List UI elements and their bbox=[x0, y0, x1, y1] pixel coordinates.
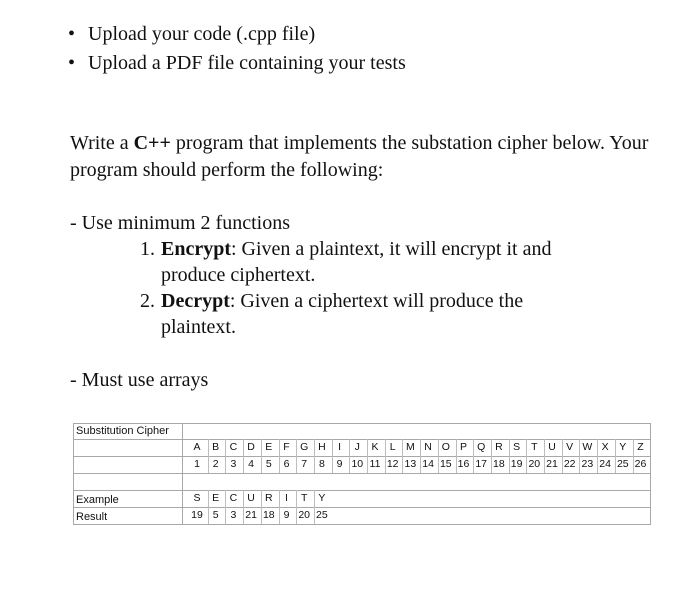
function-item-encrypt bbox=[140, 236, 551, 288]
number-cell: 18 bbox=[491, 456, 506, 473]
letter-cell: L bbox=[385, 439, 400, 456]
example-number-cell: 25 bbox=[314, 507, 329, 524]
example-number-cell: 3 bbox=[225, 507, 240, 524]
letter-cell: M bbox=[402, 439, 417, 456]
intro-text-end: program that implements the substation cipher below. Your program should perform the following: bbox=[70, 132, 649, 181]
example-number-cell: 21 bbox=[243, 507, 258, 524]
example-letter-cell: I bbox=[279, 490, 294, 507]
table-rule bbox=[73, 423, 74, 525]
number-cell: 25 bbox=[615, 456, 630, 473]
arrays-note: - Must use arrays bbox=[70, 369, 209, 391]
letter-cell: W bbox=[579, 439, 594, 456]
example-number-cell: 19 bbox=[191, 509, 203, 521]
example-number-cell: 5 bbox=[208, 507, 223, 524]
letter-cell: T bbox=[526, 439, 541, 456]
table-rule bbox=[73, 507, 651, 508]
requirements-list bbox=[68, 20, 406, 78]
letter-cell: B bbox=[208, 439, 223, 456]
function-description-cont: plaintext. bbox=[161, 316, 236, 338]
letter-cell: U bbox=[544, 439, 559, 456]
letter-cell: C bbox=[225, 439, 240, 456]
example-letter-cell: U bbox=[243, 490, 258, 507]
letter-cell: H bbox=[314, 439, 329, 456]
number-cell: 19 bbox=[509, 456, 524, 473]
functions-heading: - Use minimum 2 functions bbox=[70, 212, 290, 234]
example-number-cell: 9 bbox=[279, 507, 294, 524]
number-cell: 15 bbox=[438, 456, 453, 473]
intro-text-start: Write a bbox=[70, 132, 134, 154]
function-number: 1. bbox=[140, 238, 155, 260]
requirement-item: • Upload your code (.cpp file) bbox=[68, 20, 406, 49]
letter-cell: F bbox=[279, 439, 294, 456]
function-item-decrypt bbox=[140, 288, 551, 340]
letter-cell: Q bbox=[473, 439, 488, 456]
letter-cell: A bbox=[193, 441, 201, 453]
table-rule bbox=[73, 473, 651, 474]
letter-cell: X bbox=[597, 439, 612, 456]
result-label: Result bbox=[76, 511, 108, 523]
letter-cell: Y bbox=[615, 439, 630, 456]
letter-cell: P bbox=[456, 439, 471, 456]
example-label: Example bbox=[76, 494, 119, 506]
number-cell: 17 bbox=[473, 456, 488, 473]
requirement-item: • Upload a PDF file containing your tests bbox=[68, 49, 406, 78]
function-description: : Given a plaintext, it will encrypt it and bbox=[231, 238, 552, 260]
letter-cell: V bbox=[562, 439, 577, 456]
letter-cell: N bbox=[420, 439, 435, 456]
letter-cell: R bbox=[491, 439, 506, 456]
function-description-cont: produce ciphertext. bbox=[161, 264, 316, 286]
example-letter-cell: Y bbox=[314, 490, 329, 507]
function-name: Decrypt bbox=[161, 290, 230, 312]
function-description: : Given a ciphertext will produce the bbox=[229, 290, 524, 312]
example-number-cell: 20 bbox=[296, 507, 311, 524]
number-cell: 10 bbox=[349, 456, 364, 473]
number-cell: 6 bbox=[279, 456, 294, 473]
letter-cell: I bbox=[332, 439, 347, 456]
number-cell: 14 bbox=[420, 456, 435, 473]
example-number-cell: 18 bbox=[261, 507, 276, 524]
number-cell: 8 bbox=[314, 456, 329, 473]
example-letter-cell: R bbox=[261, 490, 276, 507]
number-cell: 26 bbox=[633, 456, 648, 473]
table-rule bbox=[73, 524, 651, 525]
number-cell: 12 bbox=[385, 456, 400, 473]
number-cell: 21 bbox=[544, 456, 559, 473]
function-number: 2. bbox=[140, 290, 155, 312]
number-cell: 7 bbox=[296, 456, 311, 473]
functions-list bbox=[140, 236, 551, 340]
number-cell: 23 bbox=[579, 456, 594, 473]
letter-cell: Z bbox=[633, 439, 648, 456]
example-letter-cell: S bbox=[193, 492, 201, 504]
number-cell: 22 bbox=[562, 456, 577, 473]
letter-cell: O bbox=[438, 439, 453, 456]
letter-cell: D bbox=[243, 439, 258, 456]
cipher-table-title: Substitution Cipher bbox=[76, 425, 169, 437]
number-cell: 1 bbox=[194, 458, 200, 470]
function-name: Encrypt bbox=[161, 238, 231, 260]
number-cell: 20 bbox=[526, 456, 541, 473]
table-rule bbox=[182, 423, 183, 525]
example-letter-cell: C bbox=[225, 490, 240, 507]
letter-cell: E bbox=[261, 439, 276, 456]
letter-cell: J bbox=[349, 439, 364, 456]
example-letter-cell: E bbox=[208, 490, 223, 507]
number-cell: 11 bbox=[367, 456, 382, 473]
number-cell: 4 bbox=[243, 456, 258, 473]
number-cell: 5 bbox=[261, 456, 276, 473]
number-cell: 2 bbox=[208, 456, 223, 473]
number-cell: 3 bbox=[225, 456, 240, 473]
letter-cell: S bbox=[509, 439, 524, 456]
number-cell: 24 bbox=[597, 456, 612, 473]
number-cell: 9 bbox=[332, 456, 347, 473]
letter-cell: K bbox=[367, 439, 382, 456]
intro-paragraph bbox=[70, 130, 650, 184]
intro-language: C++ bbox=[133, 132, 171, 154]
letter-cell: G bbox=[296, 439, 311, 456]
number-cell: 16 bbox=[456, 456, 471, 473]
number-cell: 13 bbox=[402, 456, 417, 473]
table-rule bbox=[73, 490, 651, 491]
example-letter-cell: T bbox=[296, 490, 311, 507]
table-rule bbox=[650, 423, 651, 525]
